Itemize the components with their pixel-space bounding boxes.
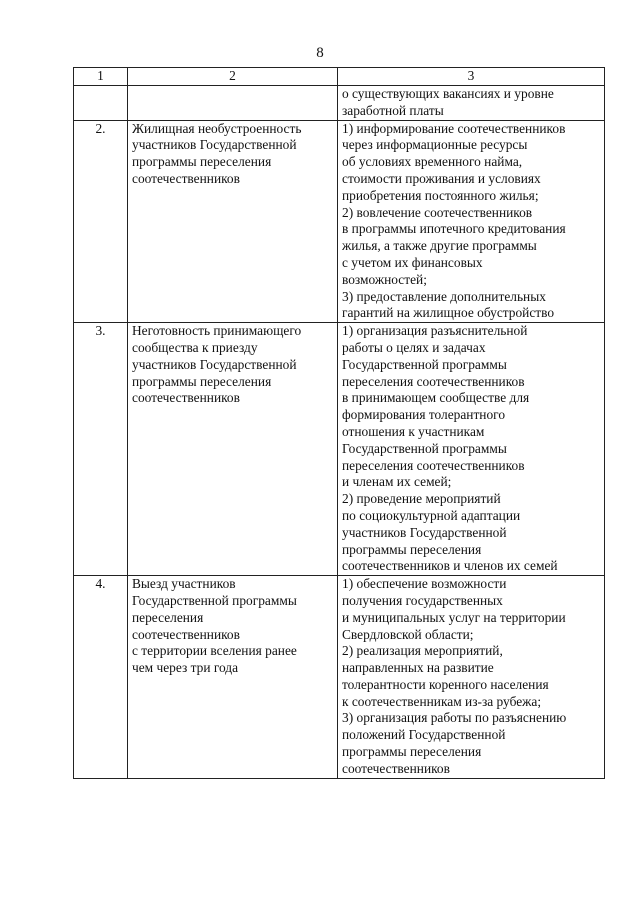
measure-text-line: соотечественников (342, 760, 450, 776)
problem-text-line: участников Государственной (132, 356, 297, 372)
problem-cell (128, 323, 338, 576)
measure-text-line: получения государственных (342, 592, 503, 608)
column-header: 2 (128, 68, 338, 86)
measure-text-line: переселения соотечественников (342, 457, 525, 473)
table-row (74, 120, 605, 323)
measure-text-line: отношения к участникам (342, 423, 485, 439)
measure-text-line: возможностей; (342, 271, 427, 287)
measure-text-line: работы о целях и задачах (342, 339, 486, 355)
measure-text-line: к соотечественникам из-за рубежа; (342, 693, 542, 709)
problem-text-line: Жилищная необустроенность (132, 120, 302, 136)
problem-cell (128, 576, 338, 779)
measure-text-line: через информационные ресурсы (342, 137, 528, 153)
problem-cell (128, 86, 338, 121)
measures-cell (338, 323, 605, 576)
measure-text-line: 2) вовлечение соотечественников (342, 204, 533, 220)
measure-text-line: и муниципальных услуг на территории (342, 609, 566, 625)
measures-cell (338, 86, 605, 121)
row-number: 2. (74, 120, 128, 323)
table-header-row (74, 68, 605, 86)
problem-text-line: Выезд участников (132, 576, 236, 592)
measure-text-line: по социокультурной адаптации (342, 507, 521, 523)
measure-text-line: направленных на развитие (342, 660, 494, 676)
measure-text-line: стоимости проживания и условиях (342, 170, 541, 186)
table-body (74, 86, 605, 779)
measure-text-line: 1) обеспечение возможности (342, 576, 507, 592)
measure-text-line: толерантности коренного населения (342, 676, 549, 692)
measure-text-line: Государственной программы (342, 440, 507, 456)
measure-text-line: соотечественников и членов их семей (342, 558, 558, 574)
table-row (74, 576, 605, 779)
measure-text-line: 2) реализация мероприятий, (342, 643, 503, 659)
measure-text-line: в принимающем сообществе для (342, 390, 530, 406)
problem-text-line: Государственной программы (132, 592, 297, 608)
column-header: 1 (74, 68, 128, 86)
measure-text-line: программы переселения (342, 744, 482, 760)
measure-text-line: заработной платы (342, 102, 444, 118)
problem-text-line: участников Государственной (132, 137, 297, 153)
measure-text-line: программы переселения (342, 541, 482, 557)
problem-text-line: чем через три года (132, 660, 239, 676)
problem-text-line: сообщества к приезду (132, 339, 258, 355)
measures-table (73, 67, 605, 779)
problem-text-line: соотечественников (132, 170, 240, 186)
measure-text-line: гарантий на жилищное обустройство (342, 305, 555, 321)
measure-text-line: и членам их семей; (342, 474, 452, 490)
table-row (74, 86, 605, 121)
table-row (74, 323, 605, 576)
problem-cell (128, 120, 338, 323)
measures-cell (338, 576, 605, 779)
measure-text-line: о существующих вакансиях и уровне (342, 86, 554, 101)
measure-text-line: 1) информирование соотечественников (342, 120, 566, 136)
problem-text-line: программы переселения (132, 373, 272, 389)
problem-text-line: Неготовность принимающего (132, 323, 302, 339)
row-number (74, 86, 128, 121)
problem-text-line: программы переселения (132, 154, 272, 170)
measure-text-line: 3) предоставление дополнительных (342, 288, 546, 304)
measure-text-line: об условиях временного найма, (342, 154, 523, 170)
problem-text-line: соотечественников (132, 626, 240, 642)
measure-text-line: Свердловской области; (342, 626, 474, 642)
measure-text-line: формирования толерантного (342, 407, 506, 423)
page-number: 8 (316, 45, 324, 61)
measure-text-line: 3) организация работы по разъяснению (342, 710, 567, 726)
measure-text-line: приобретения постоянного жилья; (342, 187, 539, 203)
measure-text-line: с учетом их финансовых (342, 254, 483, 270)
measure-text-line: Государственной программы (342, 356, 507, 372)
measure-text-line: жилья, а также другие программы (342, 238, 537, 254)
measure-text-line: 1) организация разъяснительной (342, 323, 528, 339)
row-number: 4. (74, 576, 128, 779)
problem-text-line: с территории вселения ранее (132, 643, 297, 659)
measure-text-line: участников Государственной (342, 524, 507, 540)
column-header: 3 (338, 68, 605, 86)
measures-cell (338, 120, 605, 323)
measure-text-line: в программы ипотечного кредитования (342, 221, 566, 237)
measure-text-line: переселения соотечественников (342, 373, 525, 389)
problem-text-line: соотечественников (132, 390, 240, 406)
measure-text-line: 2) проведение мероприятий (342, 491, 501, 507)
problem-text-line: переселения (132, 609, 204, 625)
row-number: 3. (74, 323, 128, 576)
measure-text-line: положений Государственной (342, 727, 506, 743)
